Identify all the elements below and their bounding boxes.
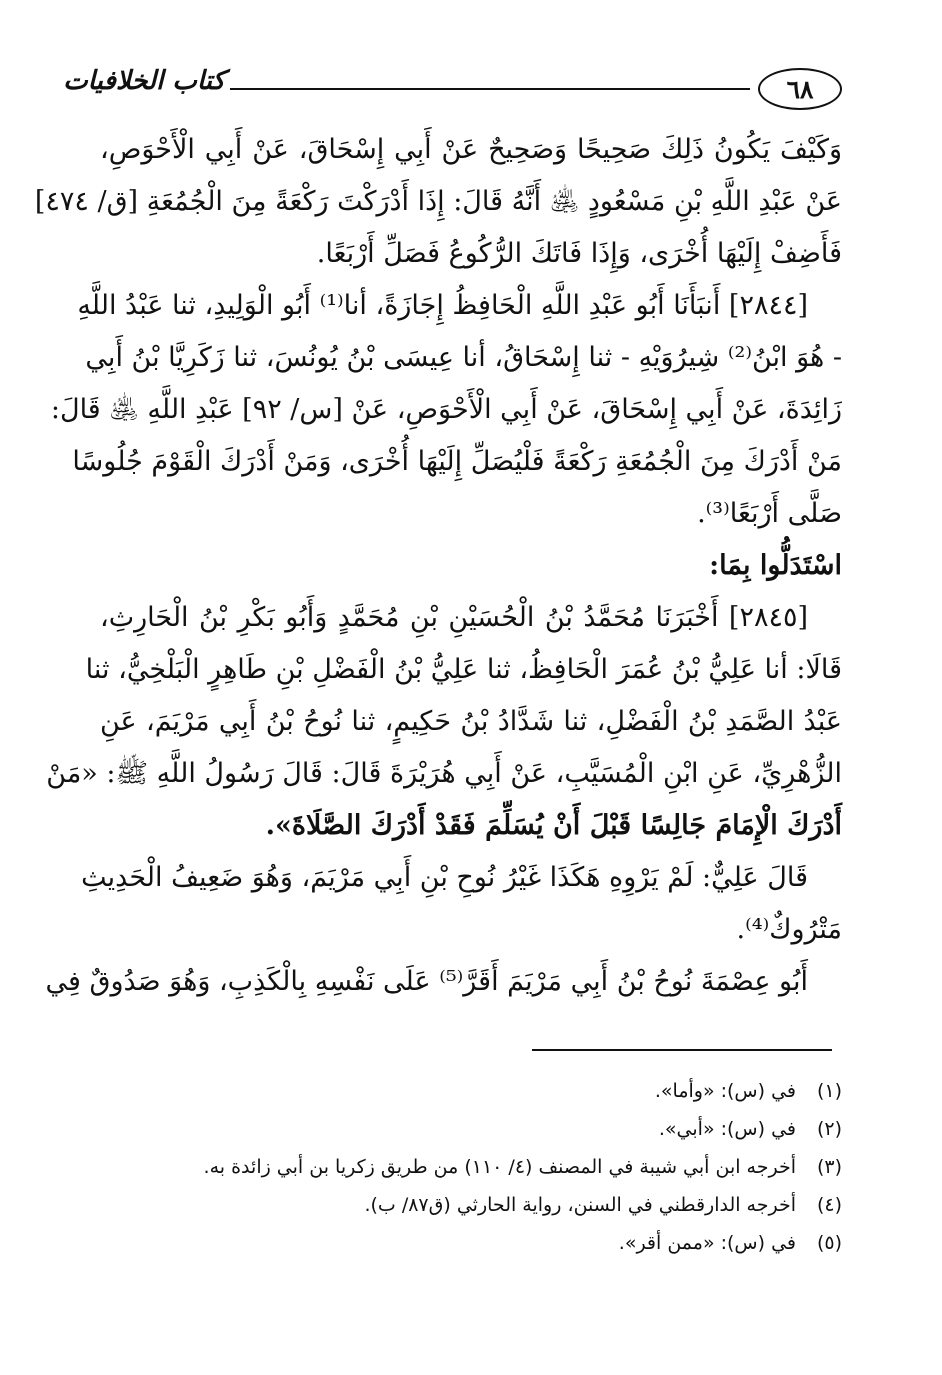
footnote xyxy=(100,1072,842,1110)
text-line: قَالَ عَلِيٌّ: لَمْ يَرْوِهِ هَكَذَا غَيْرُ نُوحِ بْنِ أَبِي مَرْيَمَ، وَهُوَ ضَعِيفُ الْحَدِيثِ xyxy=(81,862,808,893)
text-line: عَنْ عَبْدِ اللَّهِ بْنِ مَسْعُودٍ ﵁ أَنَّهُ قَالَ: إِذَا أَدْرَكْتَ رَكْعَةً مِنَ الْجُمُعَةِ [ق/ ٤٧٤] xyxy=(34,186,842,217)
footnote-text: أخرجه الدارقطني في السنن، رواية الحارثي (ق٨٧/ ب). xyxy=(364,1194,796,1216)
footnote xyxy=(100,1148,842,1186)
footnote-separator xyxy=(532,1049,832,1051)
footnote xyxy=(100,1110,842,1148)
footnote-number: (٣) xyxy=(816,1156,842,1178)
text-line: أَبُو عِصْمَةَ نُوحُ بْنُ أَبِي مَرْيَمَ أَقَرَّ⁽⁵⁾ عَلَى نَفْسِهِ بِالْكَذِبِ، وَهُوَ صَدُوقٌ فِي xyxy=(45,966,808,997)
section-heading: اسْتَدَلُّوا بِمَا: xyxy=(709,550,842,581)
footnote-text: في (س): «ممن أقر». xyxy=(618,1232,796,1254)
footnote-number: (٤) xyxy=(816,1194,842,1216)
text-line: صَلَّى أَرْبَعًا⁽³⁾. xyxy=(697,498,842,529)
text-line: قَالَا: أنا عَلِيُّ بْنُ عُمَرَ الْحَافِظُ، ثنا عَلِيُّ بْنُ الْفَضْلِ بْنِ طَاهِرٍ الْبَلْخِيُّ، ثنا xyxy=(85,654,842,685)
footnote-text: أخرجه ابن أبي شيبة في المصنف (٤/ ١١٠) من طريق زكريا بن أبي زائدة به. xyxy=(203,1156,796,1178)
hadith-2845-line: [٢٨٤٥] أَخْبَرَنَا مُحَمَّدُ بْنُ الْحُسَيْنِ بْنِ مُحَمَّدٍ وَأَبُو بَكْرِ بْنُ الْحَارِثِ، xyxy=(100,602,808,633)
footnote xyxy=(100,1224,842,1262)
footnote-number: (١) xyxy=(816,1080,842,1102)
hadith-2844-line: [٢٨٤٤] أَنبَأَنَا أَبُو عَبْدِ اللَّهِ الْحَافِظُ إِجَازَةً، أنا⁽¹⁾ أَبُو الْوَلِيدِ، ثنا عَبْدُ اللَّهِ xyxy=(77,290,808,321)
footnotes xyxy=(100,1072,842,1262)
text-line: عَبْدُ الصَّمَدِ بْنُ الْفَضْلِ، ثنا شَدَّادُ بْنُ حَكِيمٍ، ثنا نُوحُ بْنُ أَبِي مَرْيَمَ، عَنِ xyxy=(100,706,842,737)
text-line: زَائِدَةَ، عَنْ أَبِي إِسْحَاقَ، عَنْ أَبِي الْأَحْوَصِ، عَنْ [س/ ٩٢] عَبْدِ اللَّهِ ﵁ قَالَ: xyxy=(50,394,842,425)
text-line: مَتْرُوكٌ⁽⁴⁾. xyxy=(736,914,842,945)
footnote-text: في (س): «وأما». xyxy=(654,1080,796,1102)
footnote xyxy=(100,1186,842,1224)
header-rule xyxy=(230,88,750,90)
hadith-quote-line: أَدْرَكَ الْإِمَامَ جَالِسًا قَبْلَ أَنْ يُسَلِّمَ فَقَدْ أَدْرَكَ الصَّلَاةَ». xyxy=(265,810,842,841)
text-line: وَكَيْفَ يَكُونُ ذَلِكَ صَحِيحًا وَصَحِيحٌ عَنْ أَبِي إِسْحَاقَ، عَنْ أَبِي الْأَحْوَصِ، xyxy=(100,134,842,165)
text-line: فَأَضِفْ إِلَيْهَا أُخْرَى، وَإِذَا فَاتَكَ الرُّكُوعُ فَصَلِّ أَرْبَعًا. xyxy=(316,238,842,269)
text-line: الزُّهْرِيِّ، عَنِ ابْنِ الْمُسَيَّبِ، عَنْ أَبِي هُرَيْرَةَ قَالَ: قَالَ رَسُولُ اللَّهِ ﷺ: «مَنْ xyxy=(46,758,842,789)
footnote-number: (٥) xyxy=(816,1232,842,1254)
footnote-text: في (س): «أبي». xyxy=(658,1118,796,1140)
text-line: مَنْ أَدْرَكَ مِنَ الْجُمُعَةِ رَكْعَةً فَلْيُصَلِّ إِلَيْهَا أُخْرَى، وَمَنْ أَدْرَكَ الْقَوْمَ جُلُوسًا xyxy=(72,446,842,477)
footnote-number: (٢) xyxy=(816,1118,842,1140)
running-header xyxy=(63,58,842,128)
page-number: ٦٨ xyxy=(758,68,842,110)
main-text xyxy=(34,124,842,1008)
book-title: كتاب الخلافيات xyxy=(63,66,225,96)
text-line: - هُوَ ابْنُ⁽²⁾ شِيرُوَيْهِ - ثنا إِسْحَاقُ، أنا عِيسَى بْنُ يُونُسَ، ثنا زَكَرِيَّا بْنُ أَبِي xyxy=(85,342,842,373)
